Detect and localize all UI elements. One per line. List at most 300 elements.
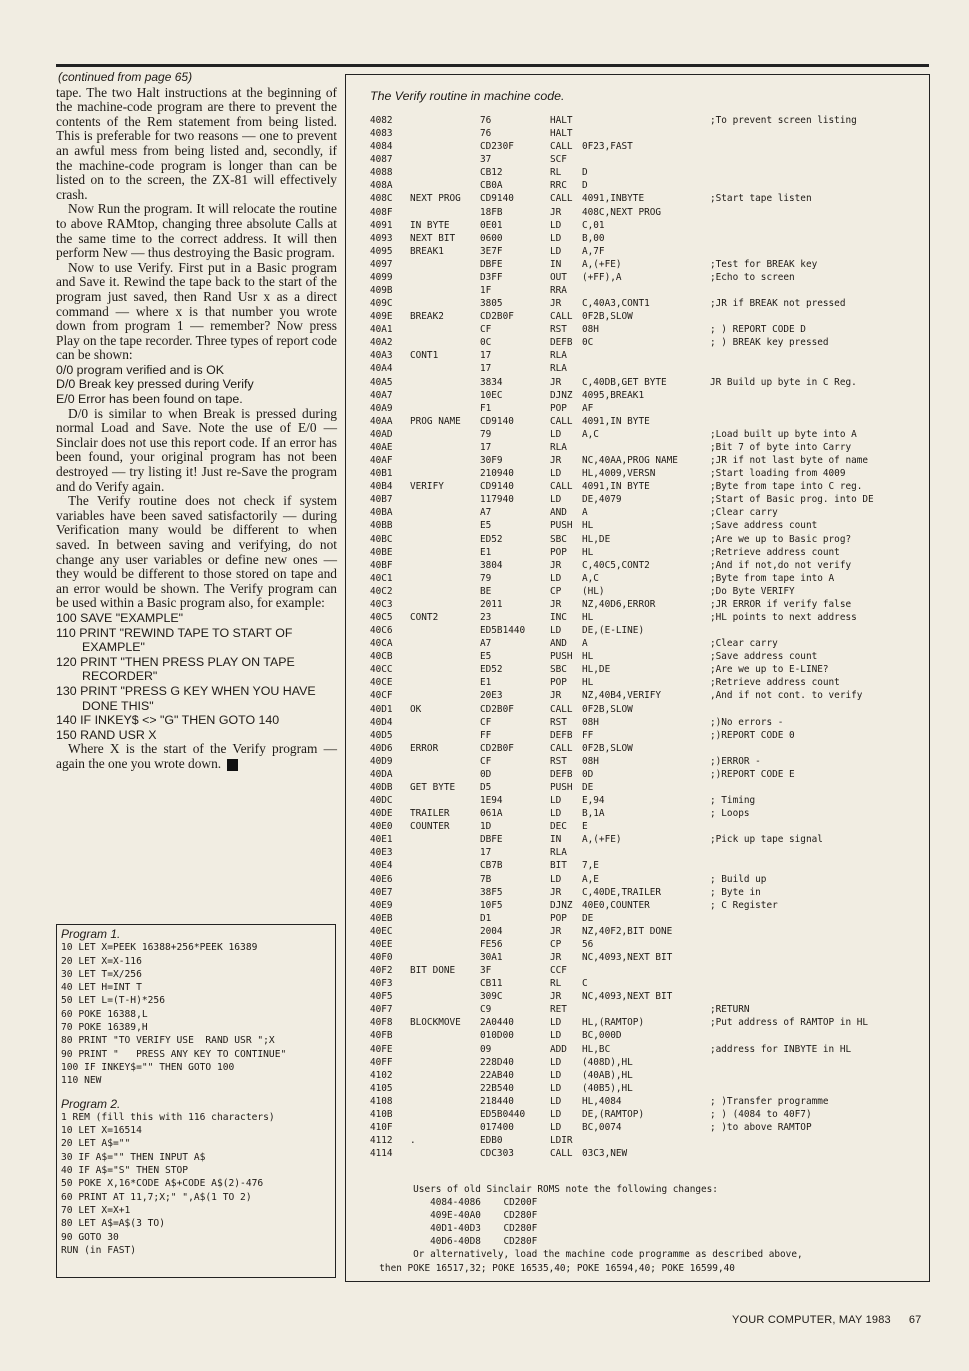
address: 4114 bbox=[370, 1148, 393, 1160]
address: 4088 bbox=[370, 167, 393, 179]
hex-code: 0600 bbox=[480, 232, 503, 244]
paragraph: The Verify routine does not check if system variables have been saved satisfactorily — during Verification many would be different to when saved. In between saving and verifying, do not change any user variables or define new ones — they would be different to those stored on tape and an error would be shown. The Verify program can be used within a Basic program also, for example: bbox=[56, 493, 337, 611]
comment: ;JR if not last byte of name bbox=[710, 455, 869, 467]
program1-title: Program 1. bbox=[61, 927, 121, 941]
comment: ;)REPORT CODE E bbox=[710, 768, 795, 780]
mnemonic: LD bbox=[550, 494, 562, 506]
mnemonic: LD bbox=[550, 1030, 562, 1042]
mnemonic: POP bbox=[550, 546, 567, 558]
listing-row bbox=[370, 1108, 920, 1121]
operand: HL,DE bbox=[582, 533, 611, 545]
address: 4108 bbox=[370, 1095, 393, 1107]
address: 40BC bbox=[370, 533, 393, 545]
mnemonic: RST bbox=[550, 324, 567, 336]
label: PROG NAME bbox=[410, 415, 461, 427]
listing-title: The Verify routine in machine code. bbox=[370, 89, 565, 103]
mnemonic: POP bbox=[550, 677, 567, 689]
mnemonic: SBC bbox=[550, 533, 567, 545]
comment: ; )to above RAMTOP bbox=[710, 1122, 812, 1134]
mnemonic: LDIR bbox=[550, 1135, 573, 1147]
hex-code: 2011 bbox=[480, 598, 503, 610]
hex-code: CB7B bbox=[480, 860, 503, 872]
comment: ; Build up bbox=[710, 873, 767, 885]
mnemonic: AND bbox=[550, 638, 567, 650]
listing-row bbox=[370, 833, 920, 846]
mnemonic: LD bbox=[550, 1056, 562, 1068]
hex-code: CF bbox=[480, 755, 492, 767]
hex-code: 37 bbox=[480, 154, 492, 166]
listing-row bbox=[370, 258, 920, 271]
listing-row bbox=[370, 310, 920, 323]
listing-row bbox=[370, 1056, 920, 1069]
address: 40AE bbox=[370, 441, 393, 453]
hex-code: DBFE bbox=[480, 258, 503, 270]
comment: ;Byte from tape into A bbox=[710, 572, 835, 584]
program2-line: 60 PRINT AT 11,7;X;" ",A$(1 TO 2) bbox=[61, 1191, 252, 1203]
operand: HL bbox=[582, 546, 594, 558]
mnemonic: JR bbox=[550, 598, 562, 610]
hex-code: ED52 bbox=[480, 664, 503, 676]
listing-row bbox=[370, 768, 920, 781]
program1-line: 40 LET H=INT T bbox=[61, 982, 142, 994]
listing-row bbox=[370, 546, 920, 559]
basic-line: EXAMPLE" bbox=[82, 640, 145, 655]
hex-code: CD9140 bbox=[480, 415, 514, 427]
listing-row bbox=[370, 559, 920, 572]
program-listings-box bbox=[56, 924, 336, 1278]
basic-line: DONE THIS" bbox=[82, 698, 154, 713]
operand: 40E0,COUNTER bbox=[582, 899, 650, 911]
mnemonic: PUSH bbox=[550, 781, 573, 793]
hex-code: 3805 bbox=[480, 298, 503, 310]
address: 40CB bbox=[370, 651, 393, 663]
mnemonic: IN bbox=[550, 834, 562, 846]
mnemonic: RRA bbox=[550, 285, 567, 297]
comment: ;Start of Basic prog. into DE bbox=[710, 494, 874, 506]
hex-code: 10EC bbox=[480, 389, 503, 401]
comment: ;Pick up tape signal bbox=[710, 834, 823, 846]
mnemonic: CALL bbox=[550, 742, 573, 754]
operand: 408C,NEXT PROG bbox=[582, 206, 662, 218]
operand: D bbox=[582, 180, 588, 192]
listing-row bbox=[370, 689, 920, 702]
program1-line: 70 POKE 16389,H bbox=[61, 1022, 148, 1034]
program2-line: 20 LET A$="" bbox=[61, 1138, 131, 1150]
operand: A,(+FE) bbox=[582, 258, 622, 270]
hex-code: 1E94 bbox=[480, 795, 503, 807]
hex-code: 17 bbox=[480, 363, 492, 375]
operand: DE,(E-LINE) bbox=[582, 625, 645, 637]
listing-row bbox=[370, 1029, 920, 1042]
hex-code: CD9140 bbox=[480, 481, 514, 493]
basic-line: 120 PRINT "THEN PRESS PLAY ON TAPE bbox=[56, 654, 295, 669]
basic-line: 110 PRINT "REWIND TAPE TO START OF bbox=[56, 625, 293, 640]
hex-code: 0C bbox=[480, 337, 492, 349]
hex-code: 1F bbox=[480, 285, 492, 297]
address: 40EE bbox=[370, 938, 393, 950]
operand: A bbox=[582, 507, 588, 519]
hex-code: 22AB40 bbox=[480, 1069, 514, 1081]
listing-row bbox=[370, 192, 920, 205]
comment: ;Load built up byte into A bbox=[710, 428, 857, 440]
hex-code: DBFE bbox=[480, 834, 503, 846]
address: 40D5 bbox=[370, 729, 393, 741]
listing-row bbox=[370, 389, 920, 402]
hex-code: 79 bbox=[480, 428, 492, 440]
hex-code: 3834 bbox=[480, 376, 503, 388]
listing-row bbox=[370, 1016, 920, 1029]
mnemonic: JR bbox=[550, 925, 562, 937]
mnemonic: CALL bbox=[550, 1148, 573, 1160]
comment: ;Echo to screen bbox=[710, 271, 795, 283]
address: 40D9 bbox=[370, 755, 393, 767]
hex-code: 117940 bbox=[480, 494, 514, 506]
mnemonic: LD bbox=[550, 1095, 562, 1107]
program1-line: 10 LET X=PEEK 16388+256*PEEK 16389 bbox=[61, 942, 258, 954]
listing-row bbox=[370, 153, 920, 166]
operand: HL bbox=[582, 677, 594, 689]
address: 40C5 bbox=[370, 611, 393, 623]
label: ERROR bbox=[410, 742, 439, 754]
address: 40BB bbox=[370, 520, 393, 532]
listing-row bbox=[370, 1134, 920, 1147]
hex-code: 76 bbox=[480, 115, 492, 126]
hex-code: D5 bbox=[480, 781, 492, 793]
listing-row bbox=[370, 598, 920, 611]
operand: 0F2B,SLOW bbox=[582, 703, 633, 715]
listing-row bbox=[370, 938, 920, 951]
mnemonic: LD bbox=[550, 1122, 562, 1134]
operand: 4095,BREAK1 bbox=[582, 389, 645, 401]
operand: 7,E bbox=[582, 860, 599, 872]
comment: ;JR ERROR if verify false bbox=[710, 598, 852, 610]
hex-code: CD2B0F bbox=[480, 742, 514, 754]
mnemonic: DEC bbox=[550, 821, 567, 833]
address: 40CA bbox=[370, 638, 393, 650]
hex-code: 20E3 bbox=[480, 690, 503, 702]
address: 40E7 bbox=[370, 886, 393, 898]
listing-row bbox=[370, 206, 920, 219]
address: 40AA bbox=[370, 415, 393, 427]
mnemonic: RLA bbox=[550, 350, 567, 362]
hex-code: CD9140 bbox=[480, 193, 514, 205]
address: 40B4 bbox=[370, 481, 393, 493]
operand: 0F23,FAST bbox=[582, 141, 633, 153]
listing-row bbox=[370, 140, 920, 153]
machine-code-box bbox=[345, 74, 930, 1282]
basic-line: 130 PRINT "PRESS G KEY WHEN YOU HAVE bbox=[56, 683, 316, 698]
address: 40DE bbox=[370, 808, 393, 820]
listing-row bbox=[370, 232, 920, 245]
mnemonic: CCF bbox=[550, 965, 567, 977]
listing-row bbox=[370, 114, 920, 127]
address: 40D4 bbox=[370, 716, 393, 728]
listing-row bbox=[370, 637, 920, 650]
note-line: 409E-40A0 CD280F bbox=[368, 1210, 538, 1222]
hex-code: CB11 bbox=[480, 978, 503, 990]
comment: ; )Transfer programme bbox=[710, 1095, 829, 1107]
listing-row bbox=[370, 794, 920, 807]
address: 40F5 bbox=[370, 991, 393, 1003]
operand: HL bbox=[582, 520, 594, 532]
operand: (+FF),A bbox=[582, 271, 622, 283]
hex-code: FF bbox=[480, 729, 492, 741]
operand: BC,0074 bbox=[582, 1122, 622, 1134]
address: 40F2 bbox=[370, 965, 393, 977]
mnemonic: CALL bbox=[550, 415, 573, 427]
basic-line: RECORDER" bbox=[82, 669, 158, 684]
listing-row bbox=[370, 519, 920, 532]
listing-row bbox=[370, 506, 920, 519]
listing-row bbox=[370, 873, 920, 886]
hex-code: 228D40 bbox=[480, 1056, 514, 1068]
address: 40C3 bbox=[370, 598, 393, 610]
address: 4087 bbox=[370, 154, 393, 166]
mnemonic: DJNZ bbox=[550, 899, 573, 911]
mnemonic: LD bbox=[550, 572, 562, 584]
operand: (40AB),HL bbox=[582, 1069, 633, 1081]
operand: DE bbox=[582, 781, 594, 793]
comment: ;)ERROR - bbox=[710, 755, 761, 767]
operand: (40B5),HL bbox=[582, 1082, 633, 1094]
mnemonic: CALL bbox=[550, 703, 573, 715]
listing-row bbox=[370, 376, 920, 389]
operand: A bbox=[582, 638, 588, 650]
address: 4097 bbox=[370, 258, 393, 270]
hex-code: CB12 bbox=[480, 167, 503, 179]
address: 40D6 bbox=[370, 742, 393, 754]
address: 40FF bbox=[370, 1056, 393, 1068]
label: NEXT PROG bbox=[410, 193, 461, 205]
operand: HL bbox=[582, 611, 594, 623]
comment: ; ) REPORT CODE D bbox=[710, 324, 806, 336]
hex-code: ED5B0440 bbox=[480, 1108, 526, 1120]
mnemonic: LD bbox=[550, 468, 562, 480]
mnemonic: LD bbox=[550, 245, 562, 257]
operand: C,40A3,CONT1 bbox=[582, 298, 650, 310]
note-line: 40D1-40D3 CD280F bbox=[368, 1223, 538, 1235]
operand: 08H bbox=[582, 755, 599, 767]
paragraph: Now Run the program. It will relocate the routine to above RAMtop, changing three absolute Calls at the same time to the correct address. It will then perform New — thus destroying the Basic program. bbox=[56, 201, 337, 261]
hex-code: 017400 bbox=[480, 1122, 514, 1134]
mnemonic: RET bbox=[550, 1004, 567, 1016]
listing-row bbox=[370, 1003, 920, 1016]
hex-code: EDB0 bbox=[480, 1135, 503, 1147]
operand: 08H bbox=[582, 324, 599, 336]
hex-code: 2A0440 bbox=[480, 1017, 514, 1029]
mnemonic: RST bbox=[550, 716, 567, 728]
listing-row bbox=[370, 977, 920, 990]
operand: 4091,INBYTE bbox=[582, 193, 645, 205]
end-mark-icon bbox=[227, 759, 238, 771]
mnemonic: CALL bbox=[550, 311, 573, 323]
magazine-issue: YOUR COMPUTER, MAY 1983 bbox=[732, 1314, 891, 1326]
address: 40A9 bbox=[370, 402, 393, 414]
operand: (408D),HL bbox=[582, 1056, 633, 1068]
mnemonic: CP bbox=[550, 585, 562, 597]
listing-row bbox=[370, 650, 920, 663]
operand: C,40DE,TRAILER bbox=[582, 886, 662, 898]
comment: ;Retrieve address count bbox=[710, 677, 840, 689]
listing-row bbox=[370, 807, 920, 820]
program2-line: 50 POKE X,16*CODE A$+CODE A$(2)-476 bbox=[61, 1178, 264, 1190]
listing-row bbox=[370, 480, 920, 493]
hex-code: 10F5 bbox=[480, 899, 503, 911]
hex-code: 309C bbox=[480, 991, 503, 1003]
basic-line: 140 IF INKEY$ <> "G" THEN GOTO 140 bbox=[56, 713, 280, 728]
hex-code: 30A1 bbox=[480, 952, 503, 963]
operand: NC,40AA,PROG NAME bbox=[582, 455, 678, 467]
listing-row bbox=[370, 336, 920, 349]
hex-code: 218440 bbox=[480, 1095, 514, 1107]
address: 40CE bbox=[370, 677, 393, 689]
address: 4105 bbox=[370, 1082, 393, 1094]
hex-code: 38F5 bbox=[480, 886, 503, 898]
listing-row bbox=[370, 912, 920, 925]
address: 40DA bbox=[370, 768, 393, 780]
operand: NZ,40F2,BIT DONE bbox=[582, 925, 673, 937]
program1-line: 110 NEW bbox=[61, 1075, 102, 1087]
mnemonic: DEFB bbox=[550, 768, 573, 780]
mnemonic: LD bbox=[550, 219, 562, 231]
listing-row bbox=[370, 1043, 920, 1056]
operand: AF bbox=[582, 402, 594, 414]
mnemonic: JR bbox=[550, 690, 562, 702]
comment: ;Test for BREAK key bbox=[710, 258, 818, 270]
address: 40EC bbox=[370, 925, 393, 937]
comment: ;Are we up to Basic prog? bbox=[710, 533, 852, 545]
operand: C,40DB,GET BYTE bbox=[582, 376, 667, 388]
mnemonic: RLA bbox=[550, 363, 567, 375]
note-line: Or alternatively, load the machine code programme as described above, bbox=[368, 1249, 803, 1261]
mnemonic: JR bbox=[550, 376, 562, 388]
hex-code: 2004 bbox=[480, 925, 503, 937]
address: 40E4 bbox=[370, 860, 393, 872]
address: 40D1 bbox=[370, 703, 393, 715]
hex-code: 30F9 bbox=[480, 455, 503, 467]
listing-row bbox=[370, 676, 920, 689]
hex-code: D3FF bbox=[480, 271, 503, 283]
listing-row bbox=[370, 859, 920, 872]
hex-code: 09 bbox=[480, 1043, 492, 1055]
hex-code: 17 bbox=[480, 350, 492, 362]
mnemonic: JR bbox=[550, 298, 562, 310]
address: 40C1 bbox=[370, 572, 393, 584]
listing-row bbox=[370, 271, 920, 284]
operand: HL,4009,VERSN bbox=[582, 468, 656, 480]
comment: ;Are we up to E-LINE? bbox=[710, 664, 829, 676]
hex-code: 17 bbox=[480, 441, 492, 453]
address: 408F bbox=[370, 206, 393, 218]
address: 40BE bbox=[370, 546, 393, 558]
mnemonic: JR bbox=[550, 455, 562, 467]
mnemonic: LD bbox=[550, 1082, 562, 1094]
mnemonic: OUT bbox=[550, 271, 567, 283]
address: 4102 bbox=[370, 1069, 393, 1081]
address: 40A2 bbox=[370, 337, 393, 349]
comment: ;HL points to next address bbox=[710, 611, 857, 623]
operand: 4091,IN BYTE bbox=[582, 481, 650, 493]
program1-line: 60 POKE 16388,L bbox=[61, 1008, 148, 1020]
address: 409B bbox=[370, 285, 393, 297]
operand: HL,(RAMTOP) bbox=[582, 1017, 645, 1029]
mnemonic: CALL bbox=[550, 193, 573, 205]
hex-code: CF bbox=[480, 716, 492, 728]
operand: 0F2B,SLOW bbox=[582, 311, 633, 323]
page-footer bbox=[732, 1314, 921, 1326]
mnemonic: LD bbox=[550, 873, 562, 885]
hex-code: A7 bbox=[480, 638, 492, 650]
listing-row bbox=[370, 742, 920, 755]
report-code-list bbox=[56, 363, 337, 407]
program2-title: Program 2. bbox=[61, 1096, 121, 1111]
operand: 0F2B,SLOW bbox=[582, 742, 633, 754]
label: OK bbox=[410, 703, 422, 715]
mnemonic: INC bbox=[550, 611, 567, 623]
listing-row bbox=[370, 349, 920, 362]
page-number: 67 bbox=[908, 1314, 922, 1326]
label: IN BYTE bbox=[410, 219, 450, 231]
listing-row bbox=[370, 951, 920, 964]
comment: ; C Register bbox=[710, 899, 778, 911]
mnemonic: LD bbox=[550, 795, 562, 807]
mnemonic: LD bbox=[550, 1108, 562, 1120]
operand: A,C bbox=[582, 572, 599, 584]
listing-row bbox=[370, 415, 920, 428]
operand: E,94 bbox=[582, 795, 605, 807]
mnemonic: RLA bbox=[550, 441, 567, 453]
comment: ;Save address count bbox=[710, 520, 818, 532]
closing-text: Where X is the start of the Verify program — again the one you wrote down. bbox=[56, 741, 337, 771]
listing-row bbox=[370, 533, 920, 546]
address: 40AD bbox=[370, 428, 393, 440]
address: 4112 bbox=[370, 1135, 393, 1147]
basic-line: 100 SAVE "EXAMPLE" bbox=[56, 610, 184, 625]
listing-row bbox=[370, 846, 920, 859]
address: 40A5 bbox=[370, 376, 393, 388]
address: 4091 bbox=[370, 219, 393, 231]
mnemonic: DJNZ bbox=[550, 389, 573, 401]
program2-line: 40 IF A$="S" THEN STOP bbox=[61, 1165, 189, 1177]
mnemonic: DEFB bbox=[550, 337, 573, 349]
listing-row bbox=[370, 467, 920, 480]
mnemonic: HALT bbox=[550, 115, 573, 126]
mnemonic: IN bbox=[550, 258, 562, 270]
address: 4084 bbox=[370, 141, 393, 153]
hex-code: 3E7F bbox=[480, 245, 503, 257]
listing-row bbox=[370, 493, 920, 506]
paragraph: D/0 is similar to when Break is pressed during normal Load and Save. Note the use of E/0 — Sinclair does not use this report code. If an error has been found, your original program has not been destroyed — try listing it! Just re-Save the program and do Verify again. bbox=[56, 405, 337, 494]
mnemonic: POP bbox=[550, 402, 567, 414]
label: . bbox=[410, 1135, 416, 1147]
hex-code: A7 bbox=[480, 507, 492, 519]
address: 40E1 bbox=[370, 834, 393, 846]
hex-code: E1 bbox=[480, 546, 492, 558]
address: 40A3 bbox=[370, 350, 393, 362]
operand: BC,000D bbox=[582, 1030, 622, 1042]
mnemonic: POP bbox=[550, 912, 567, 924]
operand: HL,DE bbox=[582, 664, 611, 676]
program1-lines bbox=[57, 941, 335, 1087]
operand: DE,4079 bbox=[582, 494, 622, 506]
address: 40EB bbox=[370, 912, 393, 924]
operand: HL,BC bbox=[582, 1043, 611, 1055]
listing-row bbox=[370, 964, 920, 977]
mnemonic: PUSH bbox=[550, 651, 573, 663]
address: 40A4 bbox=[370, 363, 393, 375]
operand: NZ,40D6,ERROR bbox=[582, 598, 656, 610]
hex-code: 18FB bbox=[480, 206, 503, 218]
